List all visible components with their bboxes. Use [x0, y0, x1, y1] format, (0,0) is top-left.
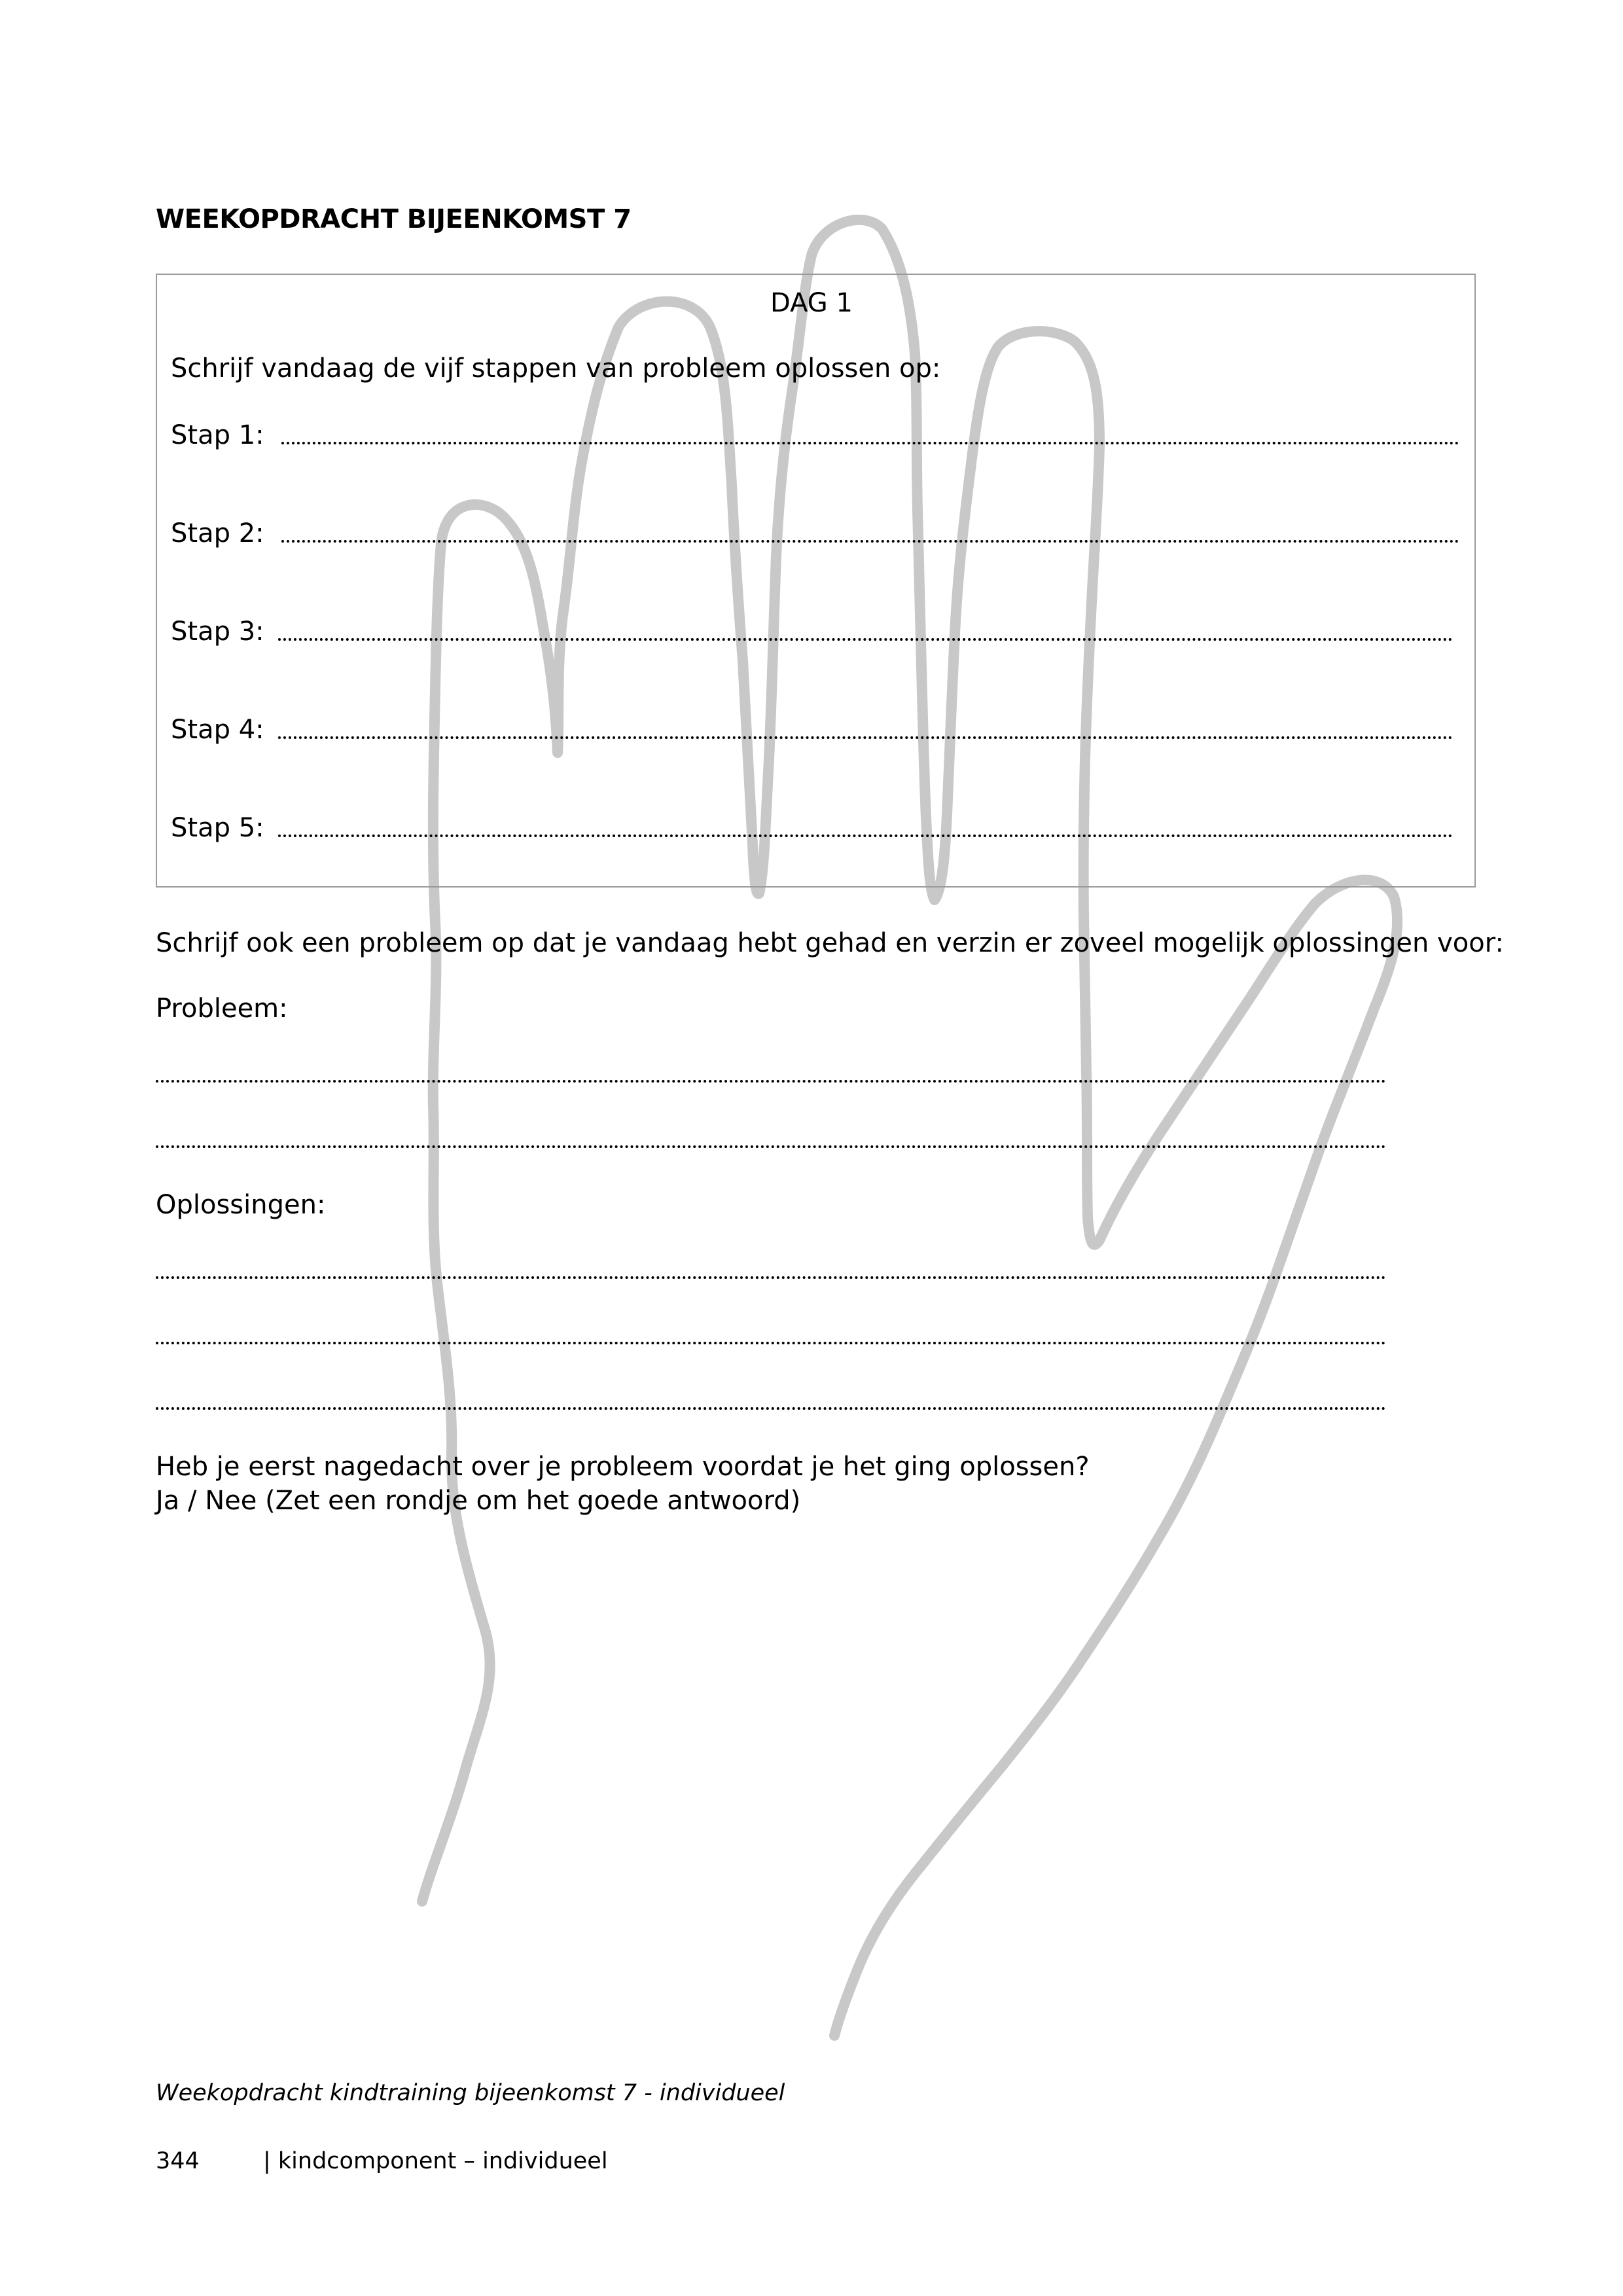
section-label: | kindcomponent – individueel: [263, 2148, 608, 2174]
footer-caption: Weekopdracht kindtraining bijeenkomst 7 - individueel: [156, 2080, 785, 2106]
problem-label: Probleem:: [156, 994, 288, 1024]
page-number: 344: [156, 2148, 200, 2174]
solutions-label: Oplossingen:: [156, 1190, 326, 1220]
step-2-label: Stap 2:: [171, 518, 264, 548]
step-4-label: Stap 4:: [171, 715, 264, 745]
step-4-answer-line[interactable]: [278, 736, 1453, 739]
solution-line-1[interactable]: [156, 1276, 1386, 1279]
answer-options[interactable]: Ja / Nee (Zet een rondje om het goede antwoord): [156, 1486, 801, 1516]
problem-prompt: Schrijf ook een probleem op dat je vandaag hebt gehad en verzin er zoveel mogelijk oplossingen voor:: [156, 928, 1504, 958]
step-3-label: Stap 3:: [171, 617, 264, 647]
question-text: Heb je eerst nagedacht over je probleem voordat je het ging oplossen?: [156, 1452, 1090, 1482]
problem-line-2[interactable]: [156, 1145, 1386, 1148]
day-heading: DAG 1: [770, 288, 853, 318]
step-1-label: Stap 1:: [171, 420, 264, 450]
step-2-answer-line[interactable]: [281, 540, 1459, 543]
worksheet-title: WEEKOPDRACHT BIJEENKOMST 7: [156, 204, 632, 234]
solution-line-3[interactable]: [156, 1407, 1386, 1410]
problem-line-1[interactable]: [156, 1080, 1386, 1083]
step-5-answer-line[interactable]: [278, 834, 1453, 837]
steps-instruction: Schrijf vandaag de vijf stappen van probleem oplossen op:: [171, 353, 941, 384]
solution-line-2[interactable]: [156, 1342, 1386, 1344]
step-1-answer-line[interactable]: [281, 442, 1459, 444]
step-3-answer-line[interactable]: [278, 638, 1453, 641]
step-5-label: Stap 5:: [171, 813, 264, 843]
